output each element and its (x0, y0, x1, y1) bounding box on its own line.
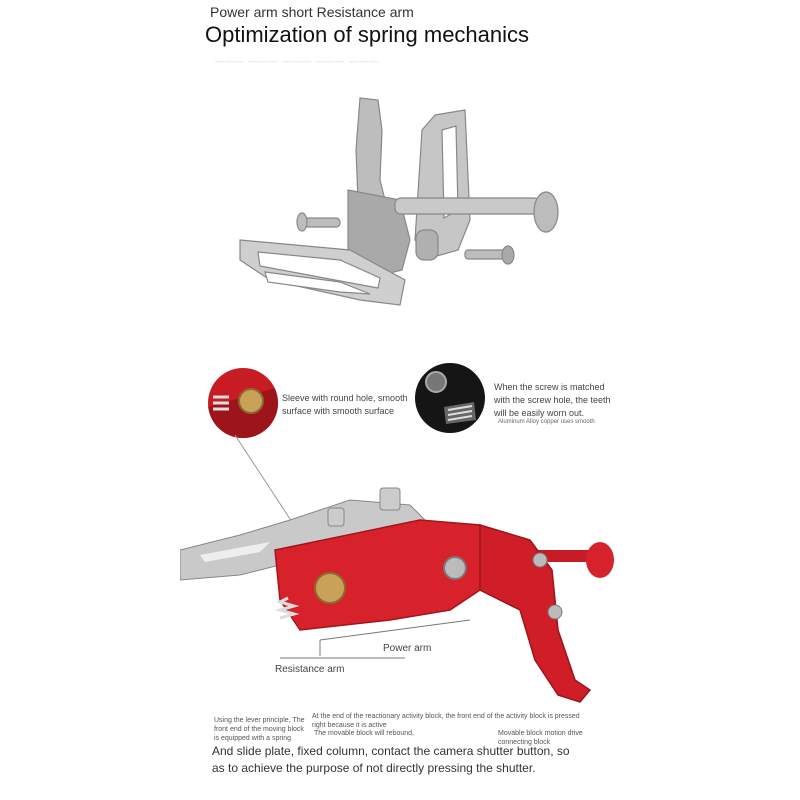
hinge-screw (444, 557, 466, 579)
long-rod (395, 198, 540, 214)
note-rebound: The movable block will rebound, (314, 730, 414, 737)
power-arm-label: Power arm (383, 643, 432, 654)
footer-line-1: And slide plate, fixed column, contact the camera shutter button, so (212, 744, 570, 758)
screw (465, 250, 505, 259)
red-knob (586, 542, 614, 578)
page-title: Optimization of spring mechanics (205, 22, 530, 47)
note-drive-block: Movable block motion drive connecting block (498, 730, 583, 746)
note-lever-principle: Using the lever principle, The front end of the moving block is equipped with a spring (214, 717, 305, 742)
footer-line-2: as to achieve the purpose of not directly pressing the shutter. (212, 761, 536, 775)
brass-pin (315, 573, 345, 603)
subtitle: Power arm short Resistance arm (210, 4, 414, 20)
detail-circle-dark (414, 362, 486, 434)
callout-screw: When the screw is matched with the screw hole, the teeth will be easily worn out. (494, 382, 611, 418)
exploded-mechanism-illustration (230, 90, 570, 320)
red-lever-assembly (180, 480, 620, 710)
rod-head (534, 192, 558, 232)
note-reactionary-block: At the end of the reactionary activity block, the front end of the activity block is pressed right because it is active (312, 713, 580, 729)
detail-circle-red (207, 367, 279, 439)
resistance-arm-label: Resistance arm (275, 664, 345, 675)
faint-caption: ——— ——— ——— ——— ——— (215, 56, 380, 66)
callout-sleeve: Sleeve with round hole, smooth surface with smooth surface (282, 393, 408, 416)
callout-screw-sub: Aluminum Alloy copper uses smooth (498, 419, 595, 425)
